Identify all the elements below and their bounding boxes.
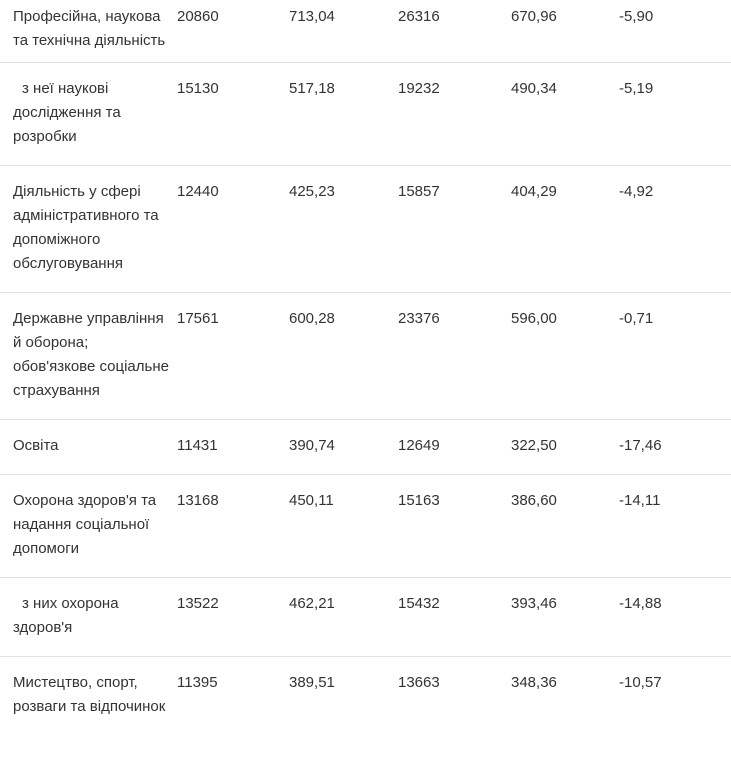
value-cell: 15432 bbox=[398, 595, 440, 612]
table-row bbox=[0, 293, 731, 420]
value-cell: 713,04 bbox=[289, 8, 335, 25]
value-cell: 13168 bbox=[177, 492, 219, 509]
value-cell: 390,74 bbox=[289, 437, 335, 454]
value-cell: 19232 bbox=[398, 80, 440, 97]
value-cell: 490,34 bbox=[511, 80, 557, 97]
row-label: з них охорона здоров'я bbox=[13, 595, 119, 636]
row-label: Діяльність у сфері адміністративного та допоміжного обслуговування bbox=[13, 183, 159, 272]
value-cell: 12649 bbox=[398, 437, 440, 454]
table-row bbox=[0, 657, 731, 736]
table-row bbox=[0, 475, 731, 578]
value-cell: 425,23 bbox=[289, 183, 335, 200]
value-cell: 462,21 bbox=[289, 595, 335, 612]
row-label: Освіта bbox=[13, 437, 59, 454]
value-cell: -14,88 bbox=[619, 595, 662, 612]
table-row bbox=[0, 0, 731, 63]
table-row bbox=[0, 420, 731, 475]
value-cell: -10,57 bbox=[619, 674, 662, 691]
value-cell: -14,11 bbox=[619, 492, 661, 509]
value-cell: 596,00 bbox=[511, 310, 557, 327]
value-cell: 393,46 bbox=[511, 595, 557, 612]
value-cell: 15857 bbox=[398, 183, 440, 200]
value-cell: 11431 bbox=[177, 437, 218, 454]
value-cell: 12440 bbox=[177, 183, 219, 200]
value-cell: 17561 bbox=[177, 310, 219, 327]
value-cell: 600,28 bbox=[289, 310, 335, 327]
value-cell: -5,90 bbox=[619, 8, 654, 25]
value-cell: 15130 bbox=[177, 80, 219, 97]
value-cell: 348,36 bbox=[511, 674, 557, 691]
value-cell: -5,19 bbox=[619, 80, 654, 97]
value-cell: 404,29 bbox=[511, 183, 557, 200]
row-label: Професійна, наукова та технічна діяльність bbox=[13, 8, 166, 49]
value-cell: 389,51 bbox=[289, 674, 335, 691]
row-label: Державне управління й оборона; обов'язкове соціальне страхування bbox=[13, 310, 169, 399]
table-row bbox=[0, 63, 731, 166]
value-cell: 11395 bbox=[177, 674, 218, 691]
value-cell: -0,71 bbox=[619, 310, 654, 327]
table-row bbox=[0, 166, 731, 293]
value-cell: 13522 bbox=[177, 595, 219, 612]
value-cell: 15163 bbox=[398, 492, 440, 509]
value-cell: 23376 bbox=[398, 310, 440, 327]
value-cell: 517,18 bbox=[289, 80, 335, 97]
value-cell: -17,46 bbox=[619, 437, 662, 454]
table-row bbox=[0, 578, 731, 657]
value-cell: 20860 bbox=[177, 8, 219, 25]
row-label: Охорона здоров'я та надання соціальної допомоги bbox=[13, 492, 157, 557]
value-cell: 386,60 bbox=[511, 492, 557, 509]
value-cell: 450,11 bbox=[289, 492, 334, 509]
value-cell: 26316 bbox=[398, 8, 440, 25]
value-cell: -4,92 bbox=[619, 183, 654, 200]
value-cell: 13663 bbox=[398, 674, 440, 691]
value-cell: 322,50 bbox=[511, 437, 557, 454]
row-label: з неї наукові дослідження та розробки bbox=[13, 80, 121, 145]
row-label: Мистецтво, спорт, розваги та відпочинок bbox=[13, 674, 166, 715]
value-cell: 670,96 bbox=[511, 8, 557, 25]
